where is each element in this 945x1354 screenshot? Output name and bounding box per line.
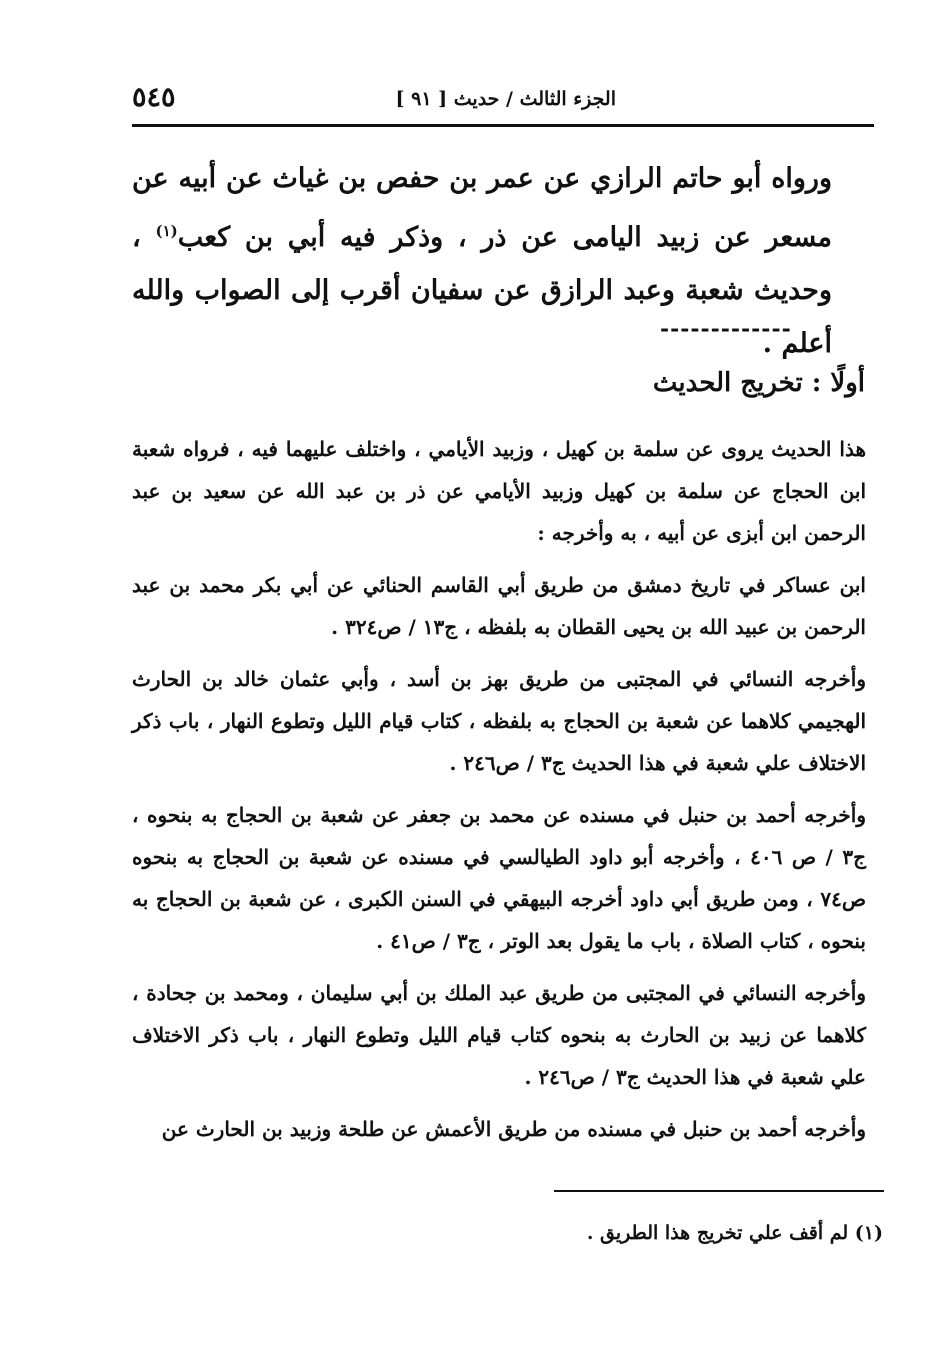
paragraph-5: وأخرجه النسائي في المجتبى من طريق عبد الملك بن أبي سليمان ، ومحمد بن جحادة ، كلاهما عن زبيد بن الحارث به بنحوه كتاب قيام الليل وتطوع النهار ، باب ذكر الاختلاف علي شعبة في هذا الحديث ج٣ / ص٢٤٦ .	[132, 981, 866, 1089]
intro-text-after: ، وحديث شعبة وعبد الرازق عن سفيان أقرب إلى الصواب والله أعلم .	[132, 222, 832, 359]
page-header	[132, 82, 874, 122]
header-title: الجزء الثالث / حديث [ ٩١ ]	[395, 88, 616, 110]
section-title: أولًا : تخريج الحديث	[652, 368, 865, 398]
paragraph-3: وأخرجه النسائي في المجتبى من طريق بهز بن أسد ، وأبي عثمان خالد بن الحارث الهجيمي كلاهما عن شعبة بن الحجاج به بلفظه ، كتاب قيام الليل وتطوع النهار ، باب ذكر الاختلاف علي شعبة في هذا الحديث ج٣ / ص٢٤٦ .	[132, 667, 866, 775]
paragraph-6: وأخرجه أحمد بن حنبل في مسنده من طريق الأعمش عن طلحة وزبيد بن الحارث عن	[161, 1117, 866, 1141]
page-number: ٥٤٥	[132, 82, 176, 113]
body-paragraphs	[132, 428, 866, 1160]
footnote-reference: (١)	[155, 222, 178, 240]
footnote: (١) لم أقف علي تخريج هذا الطريق .	[586, 1222, 883, 1244]
footnote-rule	[554, 1190, 884, 1192]
paragraph-2: ابن عساكر في تاريخ دمشق من طريق أبي القاسم الحنائي عن أبي بكر محمد بن عبد الرحمن بن عبيد الله بن يحيى القطان به بلفظه ، ج١٣ / ص٣٢٤ .	[132, 573, 866, 639]
intro-text-before: ورواه أبو حاتم الرازي عن عمر بن حفص بن غياث عن أبيه عن مسعر عن زبيد اليامى عن ذر ، وذكر فيه أبي بن كعب	[132, 163, 832, 253]
dashed-separator: -------------	[660, 316, 792, 342]
header-rule	[132, 124, 874, 127]
paragraph-1: هذا الحديث يروى عن سلمة بن كهيل ، وزبيد الأيامي ، واختلف عليهما فيه ، فرواه شعبة ابن الحجاج عن سلمة بن كهيل وزبيد الأيامي عن ذر بن عبد الله عن سعيد بن عبد الرحمن ابن أبزى عن أبيه ، به وأخرجه :	[132, 437, 866, 545]
paragraph-4: وأخرجه أحمد بن حنبل في مسنده عن محمد بن جعفر عن شعبة بن الحجاج به بنحوه ، ج٣ / ص ٤٠٦ ، وأخرجه أبو داود الطيالسي في مسنده عن شعبة بن الحجاج به بنحوه ص٧٤ ، ومن طريق أبي داود أخرجه البيهقي في السنن الكبرى ، عن شعبة بن الحجاج به بنحوه ، كتاب الصلاة ، باب ما يقول بعد الوتر ، ج٣ / ص٤١ .	[132, 803, 867, 953]
